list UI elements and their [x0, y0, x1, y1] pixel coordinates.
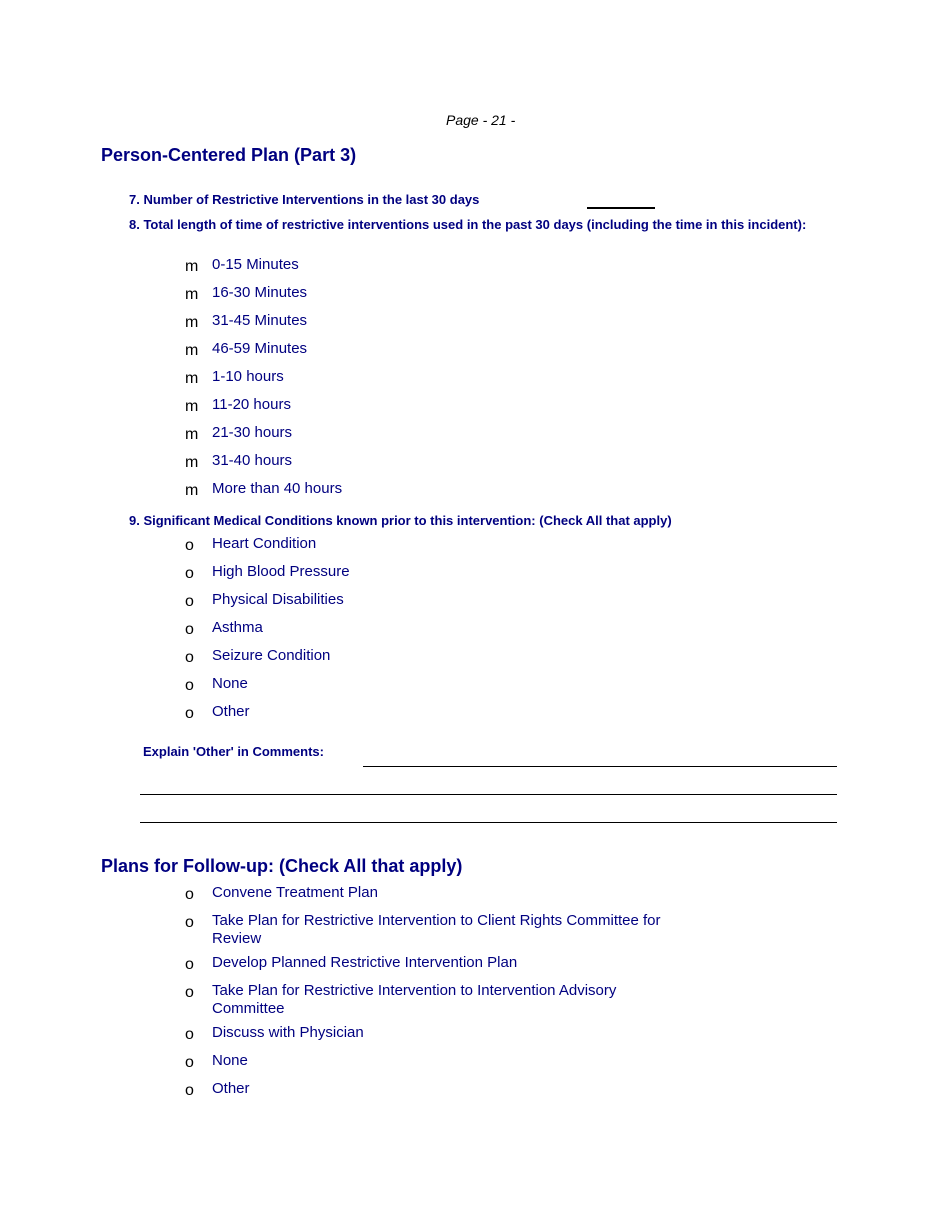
q9-option[interactable] — [185, 591, 665, 609]
q8-option[interactable] — [185, 452, 665, 470]
checkbox-icon[interactable]: o — [185, 1026, 194, 1043]
checkbox-icon[interactable]: o — [185, 537, 194, 554]
checkbox-icon[interactable]: o — [185, 565, 194, 582]
checkbox-icon[interactable]: o — [185, 914, 194, 931]
checkbox-icon[interactable]: o — [185, 677, 194, 694]
q9-option-label: Seizure Condition — [212, 647, 331, 664]
q8-option[interactable] — [185, 284, 665, 302]
followup-option-label: Convene Treatment Plan — [212, 884, 378, 901]
comments-line[interactable] — [140, 794, 837, 795]
followup-option-label: None — [212, 1052, 248, 1069]
q8-option-label: 11-20 hours — [212, 396, 291, 413]
followup-option-label: Take Plan for Restrictive Intervention to Intervention Advisory Committee — [212, 982, 617, 1017]
followup-option-label: Discuss with Physician — [212, 1024, 364, 1041]
q8-option[interactable] — [185, 424, 665, 442]
q8-option-label: 46-59 Minutes — [212, 340, 308, 357]
radio-icon[interactable]: m — [185, 258, 199, 275]
question-8-label: 8. Total length of time of restrictive interventions used in the past 30 days (including the time in this incident): — [129, 217, 807, 232]
radio-icon[interactable]: m — [185, 286, 199, 303]
followup-option[interactable] — [185, 954, 665, 972]
radio-icon[interactable]: m — [185, 426, 199, 443]
q9-option-label: Heart Condition — [212, 535, 317, 552]
radio-icon[interactable]: m — [185, 398, 199, 415]
radio-icon[interactable]: m — [185, 342, 199, 359]
q9-option-label: High Blood Pressure — [212, 563, 350, 580]
q9-option-label: None — [212, 675, 248, 692]
section-title-follow-up: Plans for Follow-up: (Check All that apply) — [101, 856, 463, 876]
explain-other-label: Explain 'Other' in Comments: — [143, 744, 324, 759]
followup-option[interactable] — [185, 1052, 665, 1070]
q8-option-label: 1-10 hours — [212, 368, 284, 385]
page-number: Page - 21 - — [446, 112, 516, 128]
followup-option[interactable] — [185, 1080, 665, 1098]
q8-option[interactable] — [185, 340, 665, 358]
checkbox-icon[interactable]: o — [185, 886, 194, 903]
checkbox-icon[interactable]: o — [185, 956, 194, 973]
q8-option-label: 0-15 Minutes — [212, 256, 299, 273]
question-9-label: 9. Significant Medical Conditions known prior to this intervention: (Check All that apply) — [129, 513, 672, 528]
question-7-label: 7. Number of Restrictive Interventions in the last 30 days — [129, 192, 480, 207]
radio-icon[interactable]: m — [185, 482, 199, 499]
q8-option-label: 31-45 Minutes — [212, 312, 308, 329]
q8-option-label: 31-40 hours — [212, 452, 293, 469]
q8-option[interactable] — [185, 396, 665, 414]
q9-option-label: Physical Disabilities — [212, 591, 344, 608]
q9-option[interactable] — [185, 619, 665, 637]
followup-option-label: Other — [212, 1080, 250, 1097]
radio-icon[interactable]: m — [185, 454, 199, 471]
checkbox-icon[interactable]: o — [185, 649, 194, 666]
q9-option[interactable] — [185, 647, 665, 665]
section-title-person-centered-plan: Person-Centered Plan (Part 3) — [101, 145, 357, 165]
comments-line[interactable] — [363, 766, 837, 767]
q8-option[interactable] — [185, 256, 665, 274]
followup-option[interactable] — [185, 912, 665, 948]
followup-option-label: Develop Planned Restrictive Intervention Plan — [212, 954, 518, 971]
q8-option-label: More than 40 hours — [212, 480, 343, 497]
followup-option[interactable] — [185, 884, 665, 902]
radio-icon[interactable]: m — [185, 314, 199, 331]
q8-option[interactable] — [185, 312, 665, 330]
question-7-answer-field[interactable] — [587, 207, 655, 209]
q9-option[interactable] — [185, 703, 665, 721]
q8-option-label: 16-30 Minutes — [212, 284, 308, 301]
q8-option-label: 21-30 hours — [212, 424, 293, 441]
checkbox-icon[interactable]: o — [185, 984, 194, 1001]
followup-option[interactable] — [185, 982, 665, 1018]
radio-icon[interactable]: m — [185, 370, 199, 387]
checkbox-icon[interactable]: o — [185, 1082, 194, 1099]
followup-option[interactable] — [185, 1024, 665, 1042]
checkbox-icon[interactable]: o — [185, 621, 194, 638]
checkbox-icon[interactable]: o — [185, 593, 194, 610]
q9-option-label: Other — [212, 703, 250, 720]
checkbox-icon[interactable]: o — [185, 705, 194, 722]
q9-option-label: Asthma — [212, 619, 263, 636]
q9-option[interactable] — [185, 535, 665, 553]
checkbox-icon[interactable]: o — [185, 1054, 194, 1071]
q9-option[interactable] — [185, 675, 665, 693]
q8-option[interactable] — [185, 368, 665, 386]
comments-line[interactable] — [140, 822, 837, 823]
q8-option[interactable] — [185, 480, 665, 498]
followup-option-label: Take Plan for Restrictive Intervention to Client Rights Committee for Review — [212, 912, 661, 947]
q9-option[interactable] — [185, 563, 665, 581]
